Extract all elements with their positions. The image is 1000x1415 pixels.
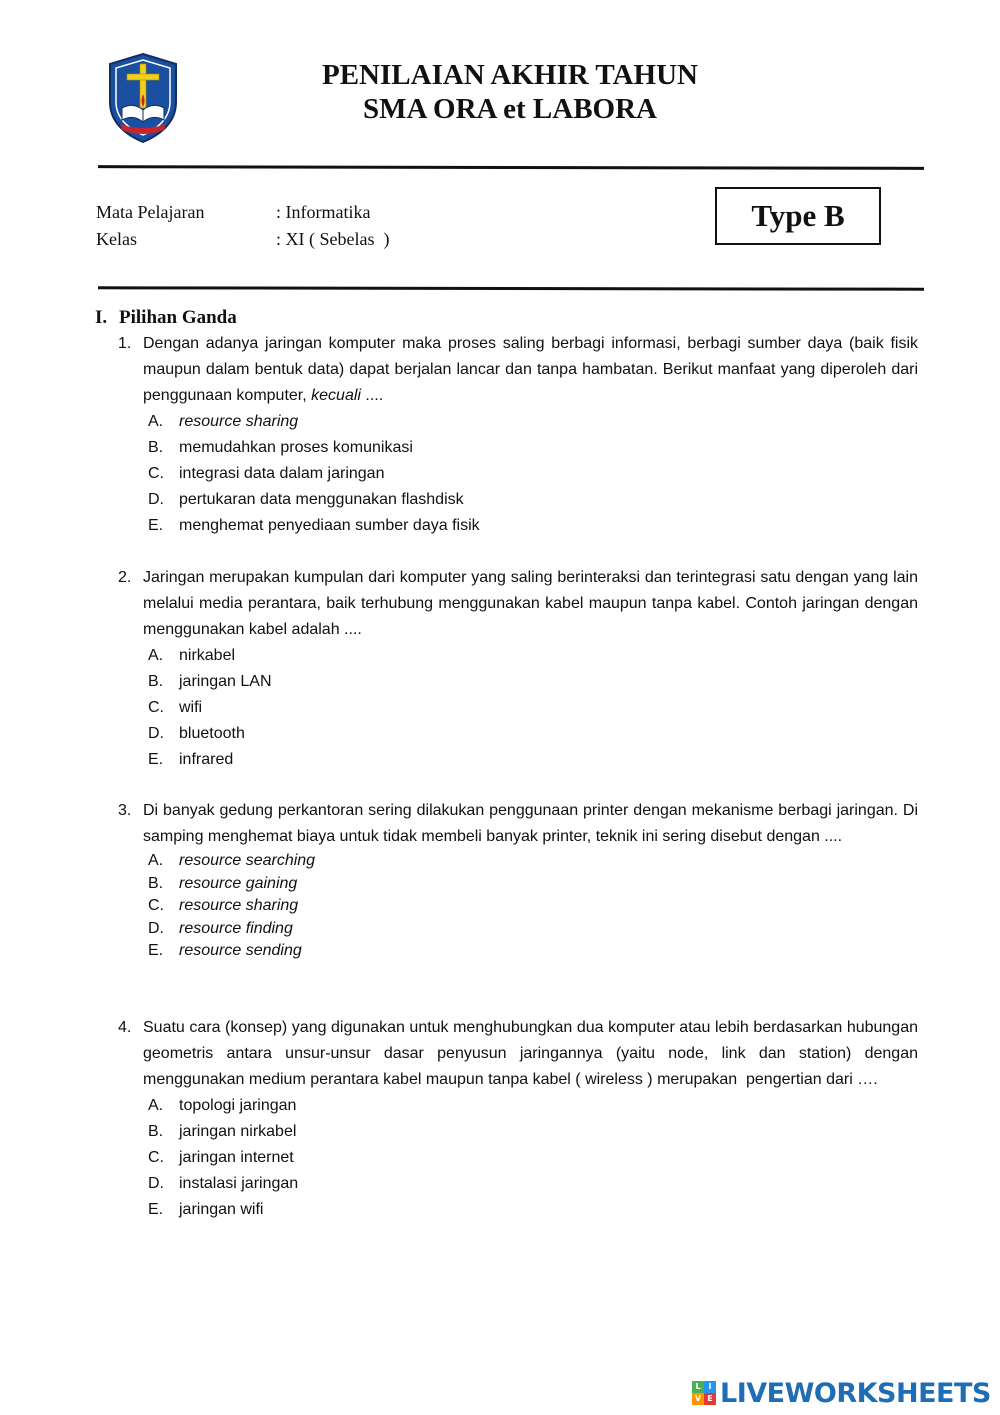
option-letter: A. xyxy=(148,647,164,664)
option-text: resource searching xyxy=(179,852,316,869)
option-d[interactable] xyxy=(118,721,918,747)
question-text xyxy=(118,565,918,643)
option-letter: C. xyxy=(148,1149,164,1166)
option-letter: E. xyxy=(148,942,164,960)
liveworksheets-wordmark: LIVEWORKSHEETS xyxy=(720,1377,991,1409)
logo-tile-l: L xyxy=(692,1381,704,1393)
option-letter: A. xyxy=(148,1097,164,1114)
question-number: 4. xyxy=(118,1019,132,1036)
question-text xyxy=(118,798,918,850)
header-divider-bottom xyxy=(98,286,924,290)
option-letter: C. xyxy=(148,465,164,482)
logo-tile-v: V xyxy=(692,1393,704,1405)
option-letter: E. xyxy=(148,517,164,534)
exam-type-box xyxy=(715,187,881,245)
option-e[interactable] xyxy=(118,747,918,773)
option-text: pertukaran data menggunakan flashdisk xyxy=(179,491,464,508)
option-letter: E. xyxy=(148,751,164,768)
question-number: 2. xyxy=(118,569,132,586)
subject-label: Mata Pelajaran xyxy=(96,202,205,222)
option-e[interactable] xyxy=(118,1197,918,1223)
option-d[interactable] xyxy=(118,918,918,941)
option-c[interactable] xyxy=(118,461,918,487)
question-tail: .... xyxy=(360,387,384,404)
option-a[interactable] xyxy=(118,1093,918,1119)
option-text: jaringan LAN xyxy=(179,673,272,690)
question-text xyxy=(118,331,918,409)
option-text: resource finding xyxy=(179,919,293,937)
option-b[interactable] xyxy=(118,435,918,461)
section-title: Pilihan Ganda xyxy=(119,307,237,328)
option-text: menghemat penyediaan sumber daya fisik xyxy=(179,517,480,534)
section-heading xyxy=(95,307,237,329)
question-3 xyxy=(118,798,918,963)
options-list xyxy=(118,1093,918,1223)
option-letter: B. xyxy=(148,673,164,690)
header-divider-top xyxy=(98,165,924,170)
option-text: infrared xyxy=(179,751,234,768)
document-title xyxy=(250,58,770,126)
option-c[interactable] xyxy=(118,895,918,918)
option-letter: E. xyxy=(148,1201,164,1218)
question-4 xyxy=(118,1015,923,1223)
question-text xyxy=(118,1015,923,1093)
option-letter: B. xyxy=(148,439,164,456)
option-text: integrasi data dalam jaringan xyxy=(179,465,385,482)
option-e[interactable] xyxy=(118,940,918,963)
option-b[interactable] xyxy=(118,669,918,695)
option-text: topologi jaringan xyxy=(179,1097,297,1114)
option-a[interactable] xyxy=(118,643,918,669)
option-a[interactable] xyxy=(118,850,918,873)
question-emphasis: kecuali xyxy=(311,387,361,404)
options-list xyxy=(118,643,918,773)
option-text: resource sharing xyxy=(179,413,299,430)
option-e[interactable] xyxy=(118,513,918,539)
option-text: jaringan wifi xyxy=(179,1201,264,1218)
option-letter: B. xyxy=(148,874,164,892)
section-number: I. xyxy=(95,307,108,328)
liveworksheets-watermark xyxy=(692,1376,991,1410)
option-letter: A. xyxy=(148,852,164,869)
option-text: jaringan internet xyxy=(179,1149,294,1166)
question-body: Di banyak gedung perkantoran sering dilakukan penggunaan printer dengan mekanisme berbagi jaringan. Di samping menghemat biaya untuk tidak membeli banyak printer, teknik ini sering disebut dengan .... xyxy=(143,802,918,845)
option-d[interactable] xyxy=(118,1171,918,1197)
class-label: Kelas xyxy=(96,229,137,249)
options-list xyxy=(118,409,918,539)
option-text: nirkabel xyxy=(179,647,236,664)
title-line-2: SMA ORA et LABORA xyxy=(362,93,658,125)
logo-tile-e: E xyxy=(704,1393,716,1405)
option-letter: D. xyxy=(148,491,164,508)
option-letter: C. xyxy=(148,699,164,716)
class-value: : XI ( Sebelas ) xyxy=(276,229,390,249)
logo-tile-i: I xyxy=(704,1381,716,1393)
option-d[interactable] xyxy=(118,487,918,513)
title-line-1: PENILAIAN AKHIR TAHUN xyxy=(322,59,698,91)
option-c[interactable] xyxy=(118,695,918,721)
option-text: instalasi jaringan xyxy=(179,1175,299,1192)
option-c[interactable] xyxy=(118,1145,918,1171)
option-letter: B. xyxy=(148,1123,164,1140)
option-letter: D. xyxy=(148,1175,164,1192)
option-b[interactable] xyxy=(118,1119,918,1145)
option-text: resource sharing xyxy=(179,897,299,915)
question-body: Jaringan merupakan kumpulan dari komputer yang saling berinteraksi dan terintegrasi satu dengan yang lain melalui media perantara, baik terhubung menggunakan kabel maupun tanpa kabel. Contoh jaringan dengan menggunakan kabel adalah .... xyxy=(143,569,918,638)
question-number: 1. xyxy=(118,335,132,352)
options-list xyxy=(118,850,918,963)
question-2 xyxy=(118,565,918,773)
question-body: Suatu cara (konsep) yang digunakan untuk menghubungkan dua komputer atau lebih berdasarkan hubungan geometris antara unsur-unsur dasar penyusun jaringannya (yaitu node, link dan station) dengan menggunakan medium perantara kabel maupun tanpa kabel ( wireless ) merupakan pengertian dari …. xyxy=(143,1019,923,1088)
question-number: 3. xyxy=(118,802,132,819)
option-letter: D. xyxy=(148,919,164,937)
liveworksheets-logo-icon xyxy=(692,1381,716,1405)
option-text: resource sending xyxy=(179,942,302,960)
option-letter: D. xyxy=(148,725,164,742)
option-letter: C. xyxy=(148,897,164,915)
option-a[interactable] xyxy=(118,409,918,435)
question-body: Dengan adanya jaringan komputer maka proses saling berbagi informasi, berbagi sumber daya (baik fisik maupun dalam bentuk data) dapat berjalan lancar dan tanpa hambatan. Berikut manfaat yang diperoleh dari penggunaan komputer, xyxy=(143,335,918,404)
meta-class-row xyxy=(96,227,389,251)
option-text: bluetooth xyxy=(179,725,245,742)
option-text: wifi xyxy=(179,699,203,716)
question-1 xyxy=(118,331,918,539)
option-letter: A. xyxy=(148,413,164,430)
subject-value: : Informatika xyxy=(276,202,371,222)
school-logo xyxy=(106,52,180,144)
option-text: resource gaining xyxy=(179,874,298,892)
meta-subject-row xyxy=(96,200,370,224)
option-b[interactable] xyxy=(118,873,918,896)
exam-type-label: Type B xyxy=(751,198,845,233)
option-text: jaringan nirkabel xyxy=(179,1123,297,1140)
option-text: memudahkan proses komunikasi xyxy=(179,439,413,456)
